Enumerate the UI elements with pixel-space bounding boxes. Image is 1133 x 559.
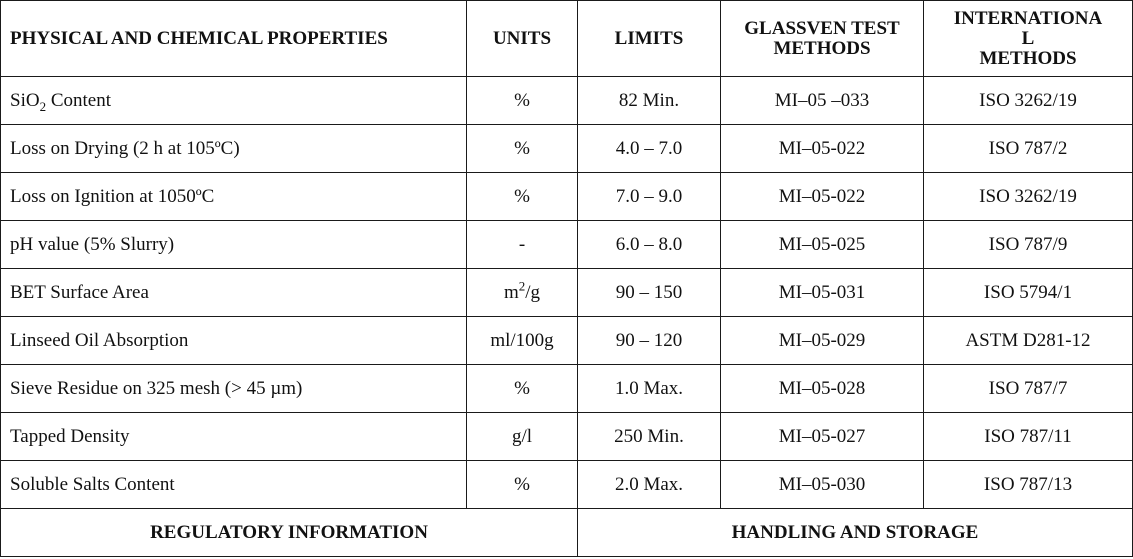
property-cell xyxy=(1,461,467,509)
glassven-method-cell: MI–05-030 xyxy=(721,461,924,509)
header-property: PHYSICAL AND CHEMICAL PROPERTIES xyxy=(1,1,467,77)
header-intl-line3: METHODS xyxy=(979,47,1077,69)
header-units: UNITS xyxy=(467,1,578,77)
header-row xyxy=(1,1,1133,77)
header-intl-line1: INTERNATIONA xyxy=(953,7,1103,29)
units-cell xyxy=(467,125,578,173)
units-text: g/l xyxy=(511,425,533,447)
header-limits: LIMITS xyxy=(578,1,721,77)
limits-cell: 6.0 – 8.0 xyxy=(578,221,721,269)
property-text: Loss on Ignition at 1050ºC xyxy=(10,185,215,207)
units-cell xyxy=(467,173,578,221)
table-row xyxy=(1,317,1133,365)
units-cell xyxy=(467,365,578,413)
property-text: Sieve Residue on 325 mesh (> 45 µm) xyxy=(10,377,303,399)
header-glassven-line2: METHODS xyxy=(773,37,871,59)
units-text-suffix: /g xyxy=(525,281,541,303)
property-subscript: 2 xyxy=(39,98,47,114)
header-glassven-line1: GLASSVEN TEST xyxy=(744,17,900,39)
units-cell xyxy=(467,221,578,269)
international-method-cell: ISO 3262/19 xyxy=(924,173,1133,221)
property-text: Tapped Density xyxy=(10,425,130,447)
international-method-cell: ISO 787/2 xyxy=(924,125,1133,173)
international-method-cell: ISO 787/11 xyxy=(924,413,1133,461)
glassven-method-cell: MI–05-031 xyxy=(721,269,924,317)
property-cell xyxy=(1,269,467,317)
units-text: - xyxy=(518,233,526,255)
limits-cell: 2.0 Max. xyxy=(578,461,721,509)
property-text: Soluble Salts Content xyxy=(10,473,175,495)
international-method-cell: ASTM D281-12 xyxy=(924,317,1133,365)
table-row xyxy=(1,413,1133,461)
units-text: % xyxy=(514,89,530,111)
property-cell xyxy=(1,173,467,221)
units-text: ml/100g xyxy=(490,329,554,351)
units-text: m xyxy=(503,281,519,303)
property-cell xyxy=(1,317,467,365)
table-row xyxy=(1,173,1133,221)
international-method-cell: ISO 787/9 xyxy=(924,221,1133,269)
property-cell xyxy=(1,125,467,173)
units-cell xyxy=(467,317,578,365)
limits-cell: 4.0 – 7.0 xyxy=(578,125,721,173)
units-cell xyxy=(467,269,578,317)
glassven-method-cell: MI–05-028 xyxy=(721,365,924,413)
property-text-suffix: Content xyxy=(46,89,111,111)
table-row xyxy=(1,221,1133,269)
table-row xyxy=(1,77,1133,125)
table-row xyxy=(1,125,1133,173)
units-cell xyxy=(467,77,578,125)
limits-cell: 1.0 Max. xyxy=(578,365,721,413)
glassven-method-cell: MI–05 –033 xyxy=(721,77,924,125)
international-method-cell: ISO 5794/1 xyxy=(924,269,1133,317)
units-text: % xyxy=(514,137,530,159)
units-cell xyxy=(467,413,578,461)
table-row xyxy=(1,269,1133,317)
international-method-cell: ISO 3262/19 xyxy=(924,77,1133,125)
units-text: % xyxy=(514,185,530,207)
limits-cell: 90 – 150 xyxy=(578,269,721,317)
limits-cell: 250 Min. xyxy=(578,413,721,461)
glassven-method-cell: MI–05-029 xyxy=(721,317,924,365)
units-cell xyxy=(467,461,578,509)
property-text: Loss on Drying (2 h at 105ºC) xyxy=(10,137,240,159)
property-cell xyxy=(1,413,467,461)
glassven-method-cell: MI–05-027 xyxy=(721,413,924,461)
property-text: BET Surface Area xyxy=(10,281,149,303)
glassven-method-cell: MI–05-025 xyxy=(721,221,924,269)
table-row xyxy=(1,461,1133,509)
international-method-cell: ISO 787/7 xyxy=(924,365,1133,413)
section-handling-and-storage: HANDLING AND STORAGE xyxy=(578,509,1133,557)
header-intl-line2: L xyxy=(1021,27,1035,49)
property-cell xyxy=(1,77,467,125)
units-text: % xyxy=(514,377,530,399)
property-cell xyxy=(1,365,467,413)
glassven-method-cell: MI–05-022 xyxy=(721,125,924,173)
section-regulatory-information: REGULATORY INFORMATION xyxy=(1,509,578,557)
international-method-cell: ISO 787/13 xyxy=(924,461,1133,509)
property-cell xyxy=(1,221,467,269)
limits-cell: 82 Min. xyxy=(578,77,721,125)
header-international-methods xyxy=(924,1,1133,77)
limits-cell: 90 – 120 xyxy=(578,317,721,365)
units-text: % xyxy=(514,473,530,495)
header-glassven-methods xyxy=(721,1,924,77)
property-text: SiO xyxy=(10,89,40,111)
section-row xyxy=(1,509,1133,557)
limits-cell: 7.0 – 9.0 xyxy=(578,173,721,221)
property-text: Linseed Oil Absorption xyxy=(10,329,189,351)
glassven-method-cell: MI–05-022 xyxy=(721,173,924,221)
property-text: pH value (5% Slurry) xyxy=(10,233,175,255)
table-row xyxy=(1,365,1133,413)
units-superscript: 2 xyxy=(518,278,526,294)
